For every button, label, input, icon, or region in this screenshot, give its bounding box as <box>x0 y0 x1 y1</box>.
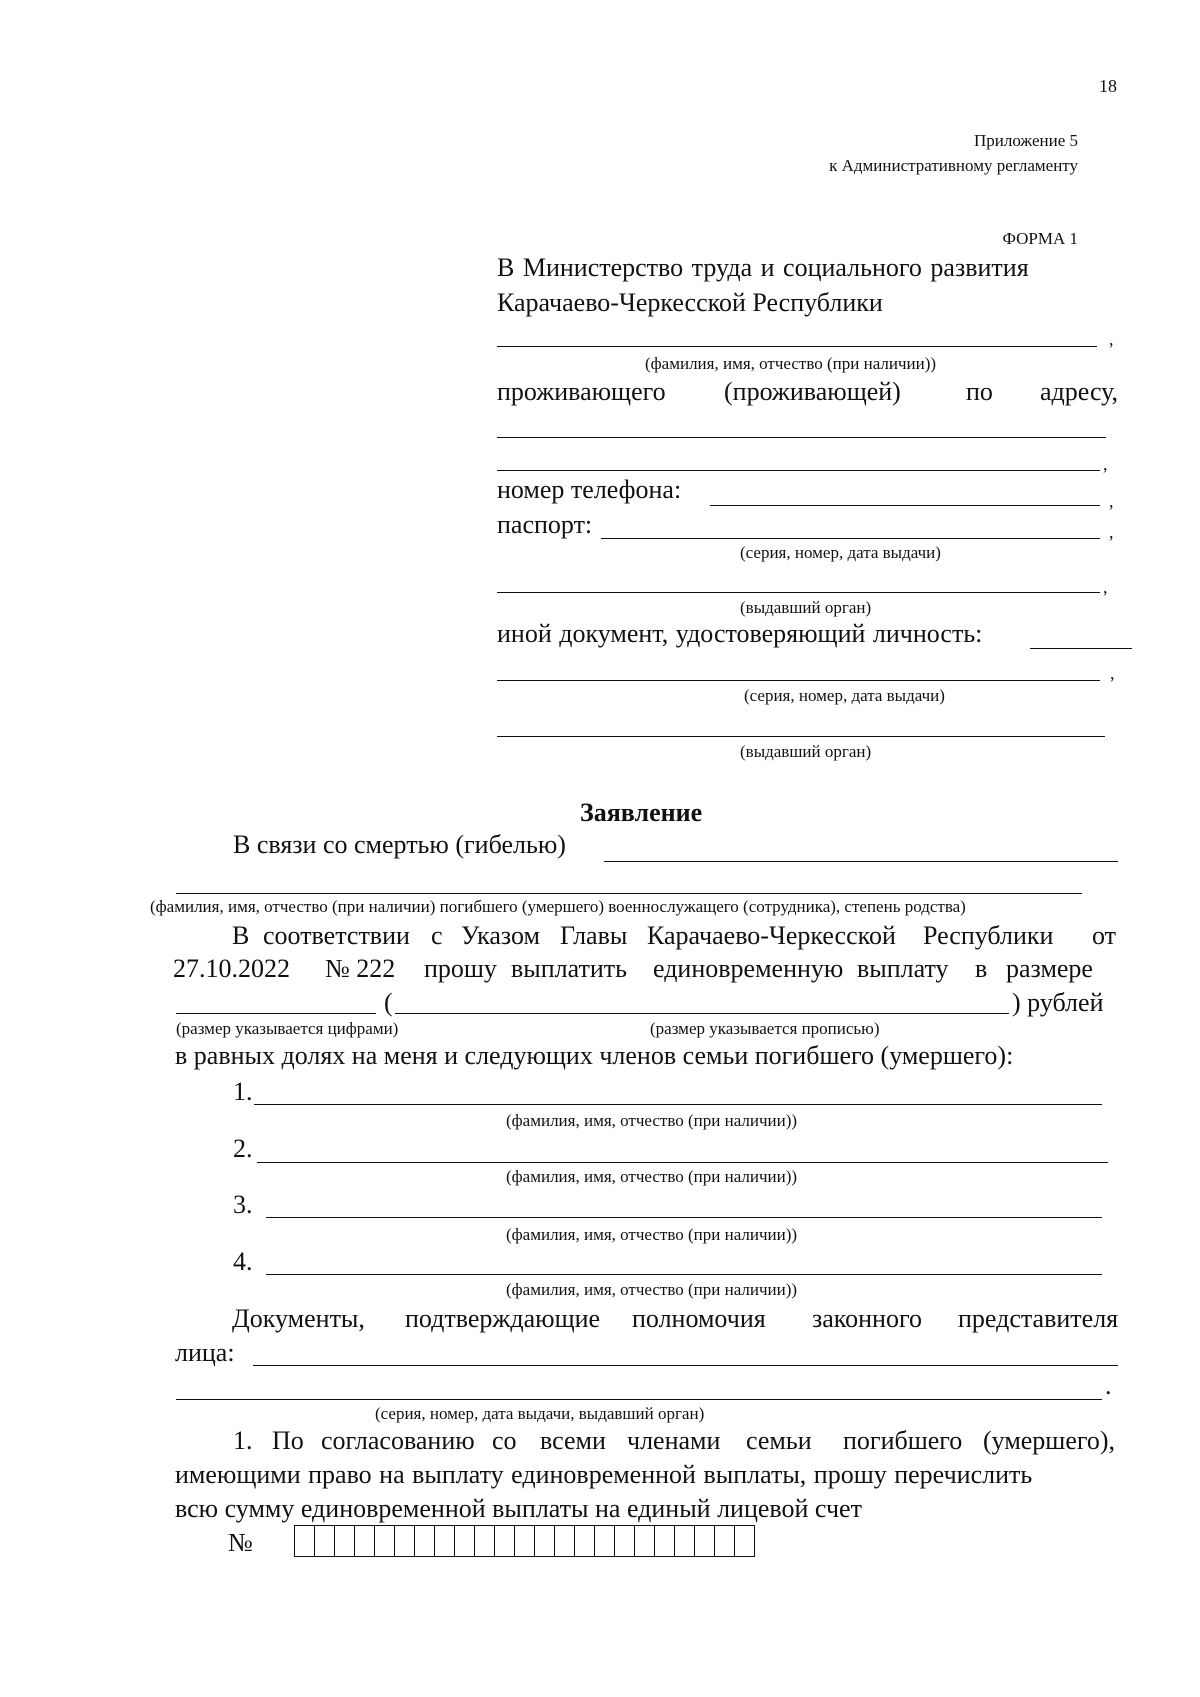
hint-applicant-name: (фамилия, имя, отчество (при наличии)) <box>645 354 937 373</box>
appendix-reference: к Административному регламенту <box>829 156 1078 175</box>
address-field-line-2[interactable] <box>497 470 1100 471</box>
p1-l1-word: соответствии <box>263 921 410 950</box>
comma: , <box>1109 491 1114 511</box>
residing-word-4: адресу, <box>1040 377 1119 406</box>
account-digit-cell[interactable] <box>475 1526 495 1556</box>
person-label: лица: <box>175 1338 235 1367</box>
item1-word: со <box>492 1426 517 1455</box>
address-field-line-1[interactable] <box>497 437 1106 438</box>
account-digit-cell[interactable] <box>615 1526 635 1556</box>
rubles-label: ) рублей <box>1012 988 1104 1017</box>
comma: , <box>1103 454 1108 474</box>
amount-digits-field[interactable] <box>176 1013 376 1014</box>
hint-other-document-issuer: (выдавший орган) <box>740 742 872 761</box>
account-digit-cell[interactable] <box>455 1526 475 1556</box>
p1-l2-word: единовременную <box>653 954 844 983</box>
appendix-label: Приложение 5 <box>974 131 1078 150</box>
account-digit-cell[interactable] <box>695 1526 715 1556</box>
residing-word-2: (проживающей) <box>724 377 901 406</box>
p1-l1-word: Главы <box>560 921 628 950</box>
item1-word: погибшего <box>843 1426 963 1455</box>
p1-l2-word: выплату <box>857 954 949 983</box>
representative-docs-field-1[interactable] <box>253 1365 1118 1366</box>
account-digit-cell[interactable] <box>495 1526 515 1556</box>
equal-shares-line: в равных долях на меня и следующих членов семьи погибшего (умершего): <box>175 1041 1014 1070</box>
member-number: 4. <box>233 1247 253 1276</box>
item1-word: всеми <box>540 1426 606 1455</box>
period: . <box>1105 1371 1112 1400</box>
item1-word: согласованию <box>321 1426 475 1455</box>
hint-amount-digits: (размер указывается цифрами) <box>176 1019 399 1038</box>
docs-word: Документы, <box>232 1304 365 1333</box>
account-digit-cell[interactable] <box>315 1526 335 1556</box>
docs-word: полномочия <box>632 1304 766 1333</box>
account-digit-cell[interactable] <box>375 1526 395 1556</box>
docs-word: законного <box>812 1304 922 1333</box>
p1-l2-word: № 222 <box>325 954 396 983</box>
p1-l2-word: прошу <box>424 954 497 983</box>
account-digit-cell[interactable] <box>715 1526 735 1556</box>
death-label: В связи со смертью (гибелью) <box>233 830 566 859</box>
member-3-field[interactable] <box>266 1217 1102 1218</box>
form-label: ФОРМА 1 <box>1002 229 1078 248</box>
deceased-field-line-1[interactable] <box>604 861 1118 862</box>
account-number-cells[interactable] <box>294 1525 755 1557</box>
member-number: 3. <box>233 1190 253 1219</box>
other-document-field[interactable] <box>497 680 1100 681</box>
member-number: 1. <box>233 1077 253 1106</box>
item1-word: (умершего), <box>983 1426 1116 1455</box>
docs-word: представителя <box>958 1304 1119 1333</box>
comma: , <box>1109 329 1114 349</box>
account-digit-cell[interactable] <box>675 1526 695 1556</box>
representative-docs-field-2[interactable] <box>176 1399 1102 1400</box>
addressee-line-1: В Министерство труда и социального развития <box>497 253 1029 282</box>
hint-deceased: (фамилия, имя, отчество (при наличии) погибшего (умершего) военнослужащего (сотрудника), степень родства) <box>150 897 966 916</box>
hint-member-3: (фамилия, имя, отчество (при наличии)) <box>506 1225 798 1244</box>
item1-line-2: имеющими право на выплату единовременной выплаты, прошу перечислить <box>175 1460 1033 1489</box>
item1-line-3: всю сумму единовременной выплаты на единый лицевой счет <box>175 1494 862 1523</box>
p1-l1-word: от <box>1092 921 1117 950</box>
passport-issuer-field[interactable] <box>497 592 1100 593</box>
account-digit-cell[interactable] <box>335 1526 355 1556</box>
statement-title: Заявление <box>580 798 703 827</box>
account-digit-cell[interactable] <box>515 1526 535 1556</box>
passport-label: паспорт: <box>497 510 593 539</box>
p1-l2-word: 27.10.2022 <box>173 954 290 983</box>
p1-l2-word: в <box>975 954 988 983</box>
residing-word-3: по <box>966 377 993 406</box>
account-digit-cell[interactable] <box>395 1526 415 1556</box>
account-number-label: № <box>228 1528 253 1557</box>
account-digit-cell[interactable] <box>575 1526 595 1556</box>
account-digit-cell[interactable] <box>555 1526 575 1556</box>
hint-member-2: (фамилия, имя, отчество (при наличии)) <box>506 1167 798 1186</box>
member-1-field[interactable] <box>254 1104 1102 1105</box>
p1-l2-word: выплатить <box>511 954 627 983</box>
hint-amount-words: (размер указывается прописью) <box>650 1019 880 1038</box>
p1-l1-word: с <box>431 921 443 950</box>
p1-l2-word: размере <box>1006 954 1093 983</box>
other-document-issuer-field[interactable] <box>497 736 1105 737</box>
deceased-field-line-2[interactable] <box>176 893 1082 894</box>
applicant-name-field[interactable] <box>497 346 1097 347</box>
other-document-label: иной документ, удостоверяющий личность: <box>497 619 983 648</box>
hint-member-1: (фамилия, имя, отчество (при наличии)) <box>506 1111 798 1130</box>
member-4-field[interactable] <box>266 1274 1102 1275</box>
hint-passport: (серия, номер, дата выдачи) <box>740 543 941 562</box>
account-digit-cell[interactable] <box>355 1526 375 1556</box>
member-2-field[interactable] <box>257 1162 1108 1163</box>
account-digit-cell[interactable] <box>435 1526 455 1556</box>
residing-word-1: проживающего <box>497 377 666 406</box>
account-digit-cell[interactable] <box>735 1526 755 1556</box>
item1-word: семьи <box>746 1426 812 1455</box>
account-digit-cell[interactable] <box>635 1526 655 1556</box>
hint-member-4: (фамилия, имя, отчество (при наличии)) <box>506 1280 798 1299</box>
amount-words-field[interactable] <box>395 1013 1009 1014</box>
addressee-line-2: Карачаево-Черкесской Республики <box>497 288 883 317</box>
phone-label: номер телефона: <box>497 475 682 504</box>
item1-word: По <box>272 1426 304 1455</box>
member-number: 2. <box>233 1134 253 1163</box>
hint-representative-docs: (серия, номер, дата выдачи, выдавший орган) <box>375 1404 705 1423</box>
p1-l1-word: Указом <box>461 921 540 950</box>
account-digit-cell[interactable] <box>535 1526 555 1556</box>
passport-field[interactable] <box>601 538 1100 539</box>
p1-l1-word: Карачаево-Черкесской <box>647 921 896 950</box>
hint-other-document: (серия, номер, дата выдачи) <box>744 686 945 705</box>
p1-l1-word: Республики <box>923 921 1054 950</box>
p1-l1-word: В <box>232 921 250 950</box>
item1-word: 1. <box>233 1426 253 1455</box>
comma: , <box>1103 577 1108 597</box>
page-number: 18 <box>1099 76 1117 96</box>
other-document-field-tail[interactable] <box>1030 648 1132 649</box>
account-digit-cell[interactable] <box>295 1526 315 1556</box>
hint-passport-issuer: (выдавший орган) <box>740 598 872 617</box>
account-digit-cell[interactable] <box>415 1526 435 1556</box>
account-digit-cell[interactable] <box>595 1526 615 1556</box>
comma: , <box>1109 522 1114 542</box>
docs-word: подтверждающие <box>405 1304 601 1333</box>
item1-word: членами <box>627 1426 721 1455</box>
paren-open: ( <box>384 988 393 1017</box>
phone-field[interactable] <box>710 505 1100 506</box>
account-digit-cell[interactable] <box>655 1526 675 1556</box>
comma: , <box>1110 663 1115 683</box>
